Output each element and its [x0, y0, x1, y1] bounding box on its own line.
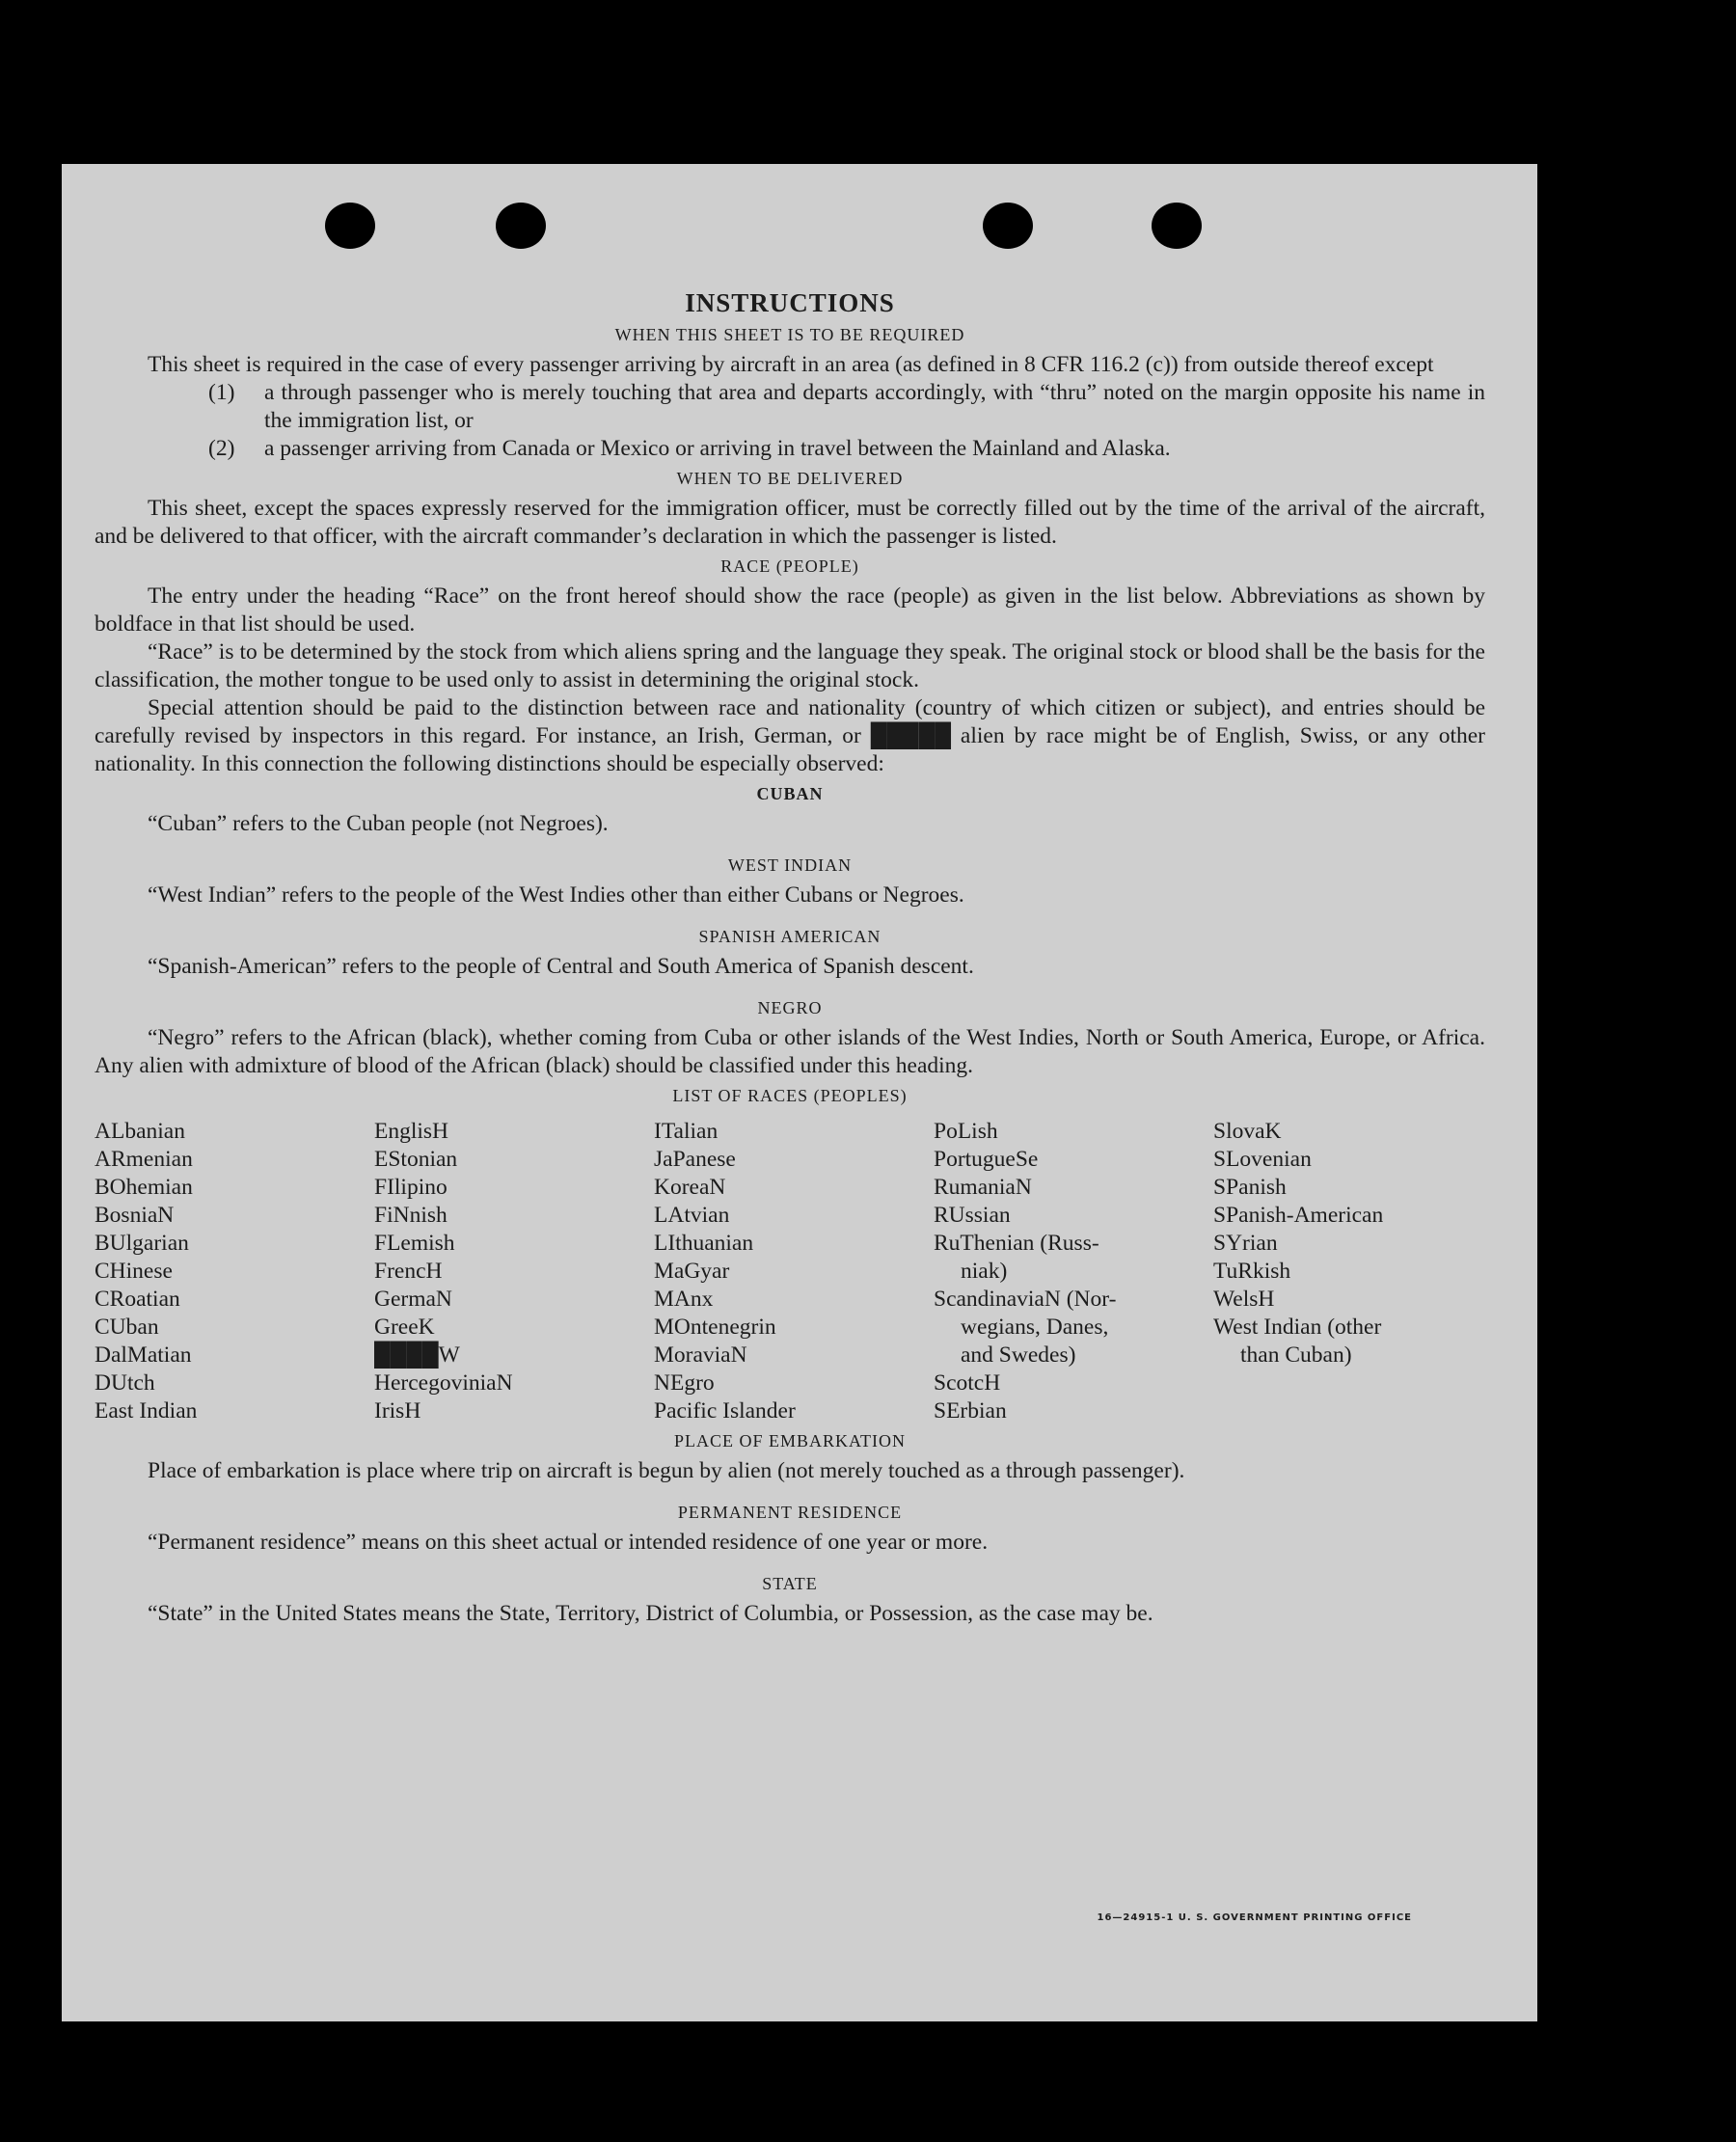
race-entry: ARmenian	[95, 1147, 193, 1172]
race-entry: FIlipino	[374, 1175, 448, 1200]
paragraph: Special attention should be paid to the distinction between race and nationality (country of which citizen or subject), and entries should be carefully revised by inspectors in this regard. For instance, an Irish, German, or █████ alien by race might be of English, Swiss, or any other nationality. In this connection the following distinctions should be especially observed:	[95, 695, 1485, 776]
section-heading: PLACE OF EMBARKATION	[673, 1431, 907, 1451]
punch-hole	[983, 203, 1033, 249]
race-entry: TuRkish	[1213, 1259, 1291, 1284]
races-list	[95, 1118, 1485, 1425]
section-heading: RACE (PEOPLE)	[720, 556, 859, 576]
paragraph: The entry under the heading “Race” on the front hereof should show the race (people) as given in the list below. Abbreviations as shown by boldface in that list should be used.	[95, 583, 1485, 637]
race-entry: CRoatian	[95, 1287, 180, 1312]
race-entry: RumaniaN	[934, 1175, 1032, 1200]
race-entry: BOhemian	[95, 1175, 193, 1200]
races-column	[934, 1118, 1213, 1425]
race-entry: West Indian (other	[1213, 1315, 1382, 1340]
printer-imprint: 16—24915-1 U. S. GOVERNMENT PRINTING OFFICE	[1097, 1912, 1412, 1923]
instructions-content	[95, 289, 1485, 1628]
race-entry: ████W	[374, 1342, 460, 1368]
race-entry: PortugueSe	[934, 1147, 1039, 1172]
section-heading: STATE	[762, 1574, 818, 1593]
paragraph: “Permanent residence” means on this sheet actual or intended residence of one year or more.	[148, 1530, 989, 1555]
race-entry: LIthuanian	[654, 1231, 754, 1256]
item-number: (2)	[208, 436, 235, 461]
race-entry: East Indian	[95, 1398, 198, 1423]
race-entry: MoraviaN	[654, 1342, 747, 1368]
paragraph: This sheet is required in the case of every passenger arriving by aircraft in an area (as defined in 8 CFR 116.2 (c)) from outside thereof except	[148, 352, 1434, 377]
race-entry: KoreaN	[654, 1175, 726, 1200]
race-entry: CUban	[95, 1315, 159, 1340]
list-item	[208, 435, 1485, 463]
race-entry: JaPanese	[654, 1147, 736, 1172]
race-entry: ScotcH	[934, 1370, 1001, 1396]
list-heading: LIST OF RACES (PEOPLES)	[672, 1086, 908, 1105]
race-entry: BosniaN	[95, 1203, 175, 1228]
race-entry: PoLish	[934, 1119, 998, 1144]
punch-hole	[496, 203, 546, 249]
section-heading: WHEN THIS SHEET IS TO BE REQUIRED	[614, 325, 965, 344]
races-column	[95, 1118, 374, 1425]
race-entry: RuThenian (Russ-	[934, 1231, 1099, 1256]
race-entry: SPanish-American	[1213, 1203, 1384, 1228]
race-entry: NEgro	[654, 1370, 715, 1396]
section-heading: CUBAN	[756, 784, 824, 803]
race-entry: EStonian	[374, 1147, 458, 1172]
race-entry: IrisH	[374, 1398, 421, 1423]
race-entry: MOntenegrin	[654, 1315, 776, 1340]
race-entry: DalMatian	[95, 1342, 192, 1368]
race-entry: ScandinaviaN (Nor-	[934, 1287, 1117, 1312]
paragraph: Place of embarkation is place where trip on aircraft is begun by alien (not merely touched as a through passenger).	[148, 1458, 1185, 1483]
paragraph: “Cuban” refers to the Cuban people (not Negroes).	[148, 811, 609, 836]
race-entry: RUssian	[934, 1203, 1011, 1228]
race-entry: BUlgarian	[95, 1231, 189, 1256]
race-entry: CHinese	[95, 1259, 173, 1284]
item-text: a passenger arriving from Canada or Mexico or arriving in travel between the Mainland and Alaska.	[264, 436, 1171, 461]
section-heading: NEGRO	[757, 998, 823, 1017]
race-entry: niak)	[961, 1259, 1008, 1284]
race-entry: SlovaK	[1213, 1119, 1282, 1144]
race-entry: DUtch	[95, 1370, 155, 1396]
race-entry: than Cuban)	[1240, 1342, 1352, 1368]
races-column	[374, 1118, 654, 1425]
race-entry: SLovenian	[1213, 1147, 1312, 1172]
race-entry: SErbian	[934, 1398, 1007, 1423]
race-entry: Pacific Islander	[654, 1398, 796, 1423]
races-column	[654, 1118, 934, 1425]
punch-hole	[325, 203, 375, 249]
race-entry: ALbanian	[95, 1119, 185, 1144]
race-entry: GermaN	[374, 1287, 452, 1312]
item-text: a through passenger who is merely touching that area and departs accordingly, with “thru” noted on the margin opposite his name in the immigration list, or	[264, 380, 1485, 433]
section-heading: SPANISH AMERICAN	[698, 927, 882, 946]
race-entry: SPanish	[1213, 1175, 1287, 1200]
document-sheet	[62, 164, 1537, 2021]
paragraph: “Negro” refers to the African (black), whether coming from Cuba or other islands of the West Indies, North or South America, Europe, or Africa. Any alien with admixture of blood of the African (black) should be classified under this heading.	[95, 1025, 1485, 1078]
list-item	[208, 379, 1485, 435]
race-entry: SYrian	[1213, 1231, 1278, 1256]
paragraph: “State” in the United States means the State, Territory, District of Columbia, or Possession, as the case may be.	[148, 1601, 1153, 1626]
race-entry: WelsH	[1213, 1287, 1275, 1312]
punch-hole	[1152, 203, 1202, 249]
race-entry: ITalian	[654, 1119, 719, 1144]
paragraph: “Spanish-American” refers to the people of Central and South America of Spanish descent.	[148, 954, 974, 979]
section-heading: WEST INDIAN	[727, 855, 853, 875]
race-entry: GreeK	[374, 1315, 435, 1340]
section-heading: PERMANENT RESIDENCE	[677, 1503, 903, 1522]
race-entry: and Swedes)	[961, 1342, 1076, 1368]
paragraph: “Race” is to be determined by the stock from which aliens spring and the language they speak. The original stock or blood shall be the basis for the classification, the mother tongue to be used only to assist in determining the original stock.	[95, 639, 1485, 692]
page-title: INSTRUCTIONS	[685, 288, 895, 317]
race-entry: FrencH	[374, 1259, 443, 1284]
race-entry: LAtvian	[654, 1203, 730, 1228]
paragraph: This sheet, except the spaces expressly reserved for the immigration officer, must be correctly filled out by the time of the arrival of the aircraft, and be delivered to that officer, with the aircraft commander’s declaration in which the passenger is listed.	[95, 496, 1485, 549]
race-entry: wegians, Danes,	[961, 1315, 1109, 1340]
races-column	[1213, 1118, 1485, 1425]
race-entry: MaGyar	[654, 1259, 730, 1284]
item-number: (1)	[208, 380, 235, 405]
race-entry: EnglisH	[374, 1119, 449, 1144]
race-entry: FLemish	[374, 1231, 455, 1256]
section-heading: WHEN TO BE DELIVERED	[676, 469, 904, 488]
paragraph: “West Indian” refers to the people of the West Indies other than either Cubans or Negroes.	[148, 882, 964, 908]
race-entry: HercegoviniaN	[374, 1370, 513, 1396]
race-entry: FiNnish	[374, 1203, 448, 1228]
race-entry: MAnx	[654, 1287, 714, 1312]
